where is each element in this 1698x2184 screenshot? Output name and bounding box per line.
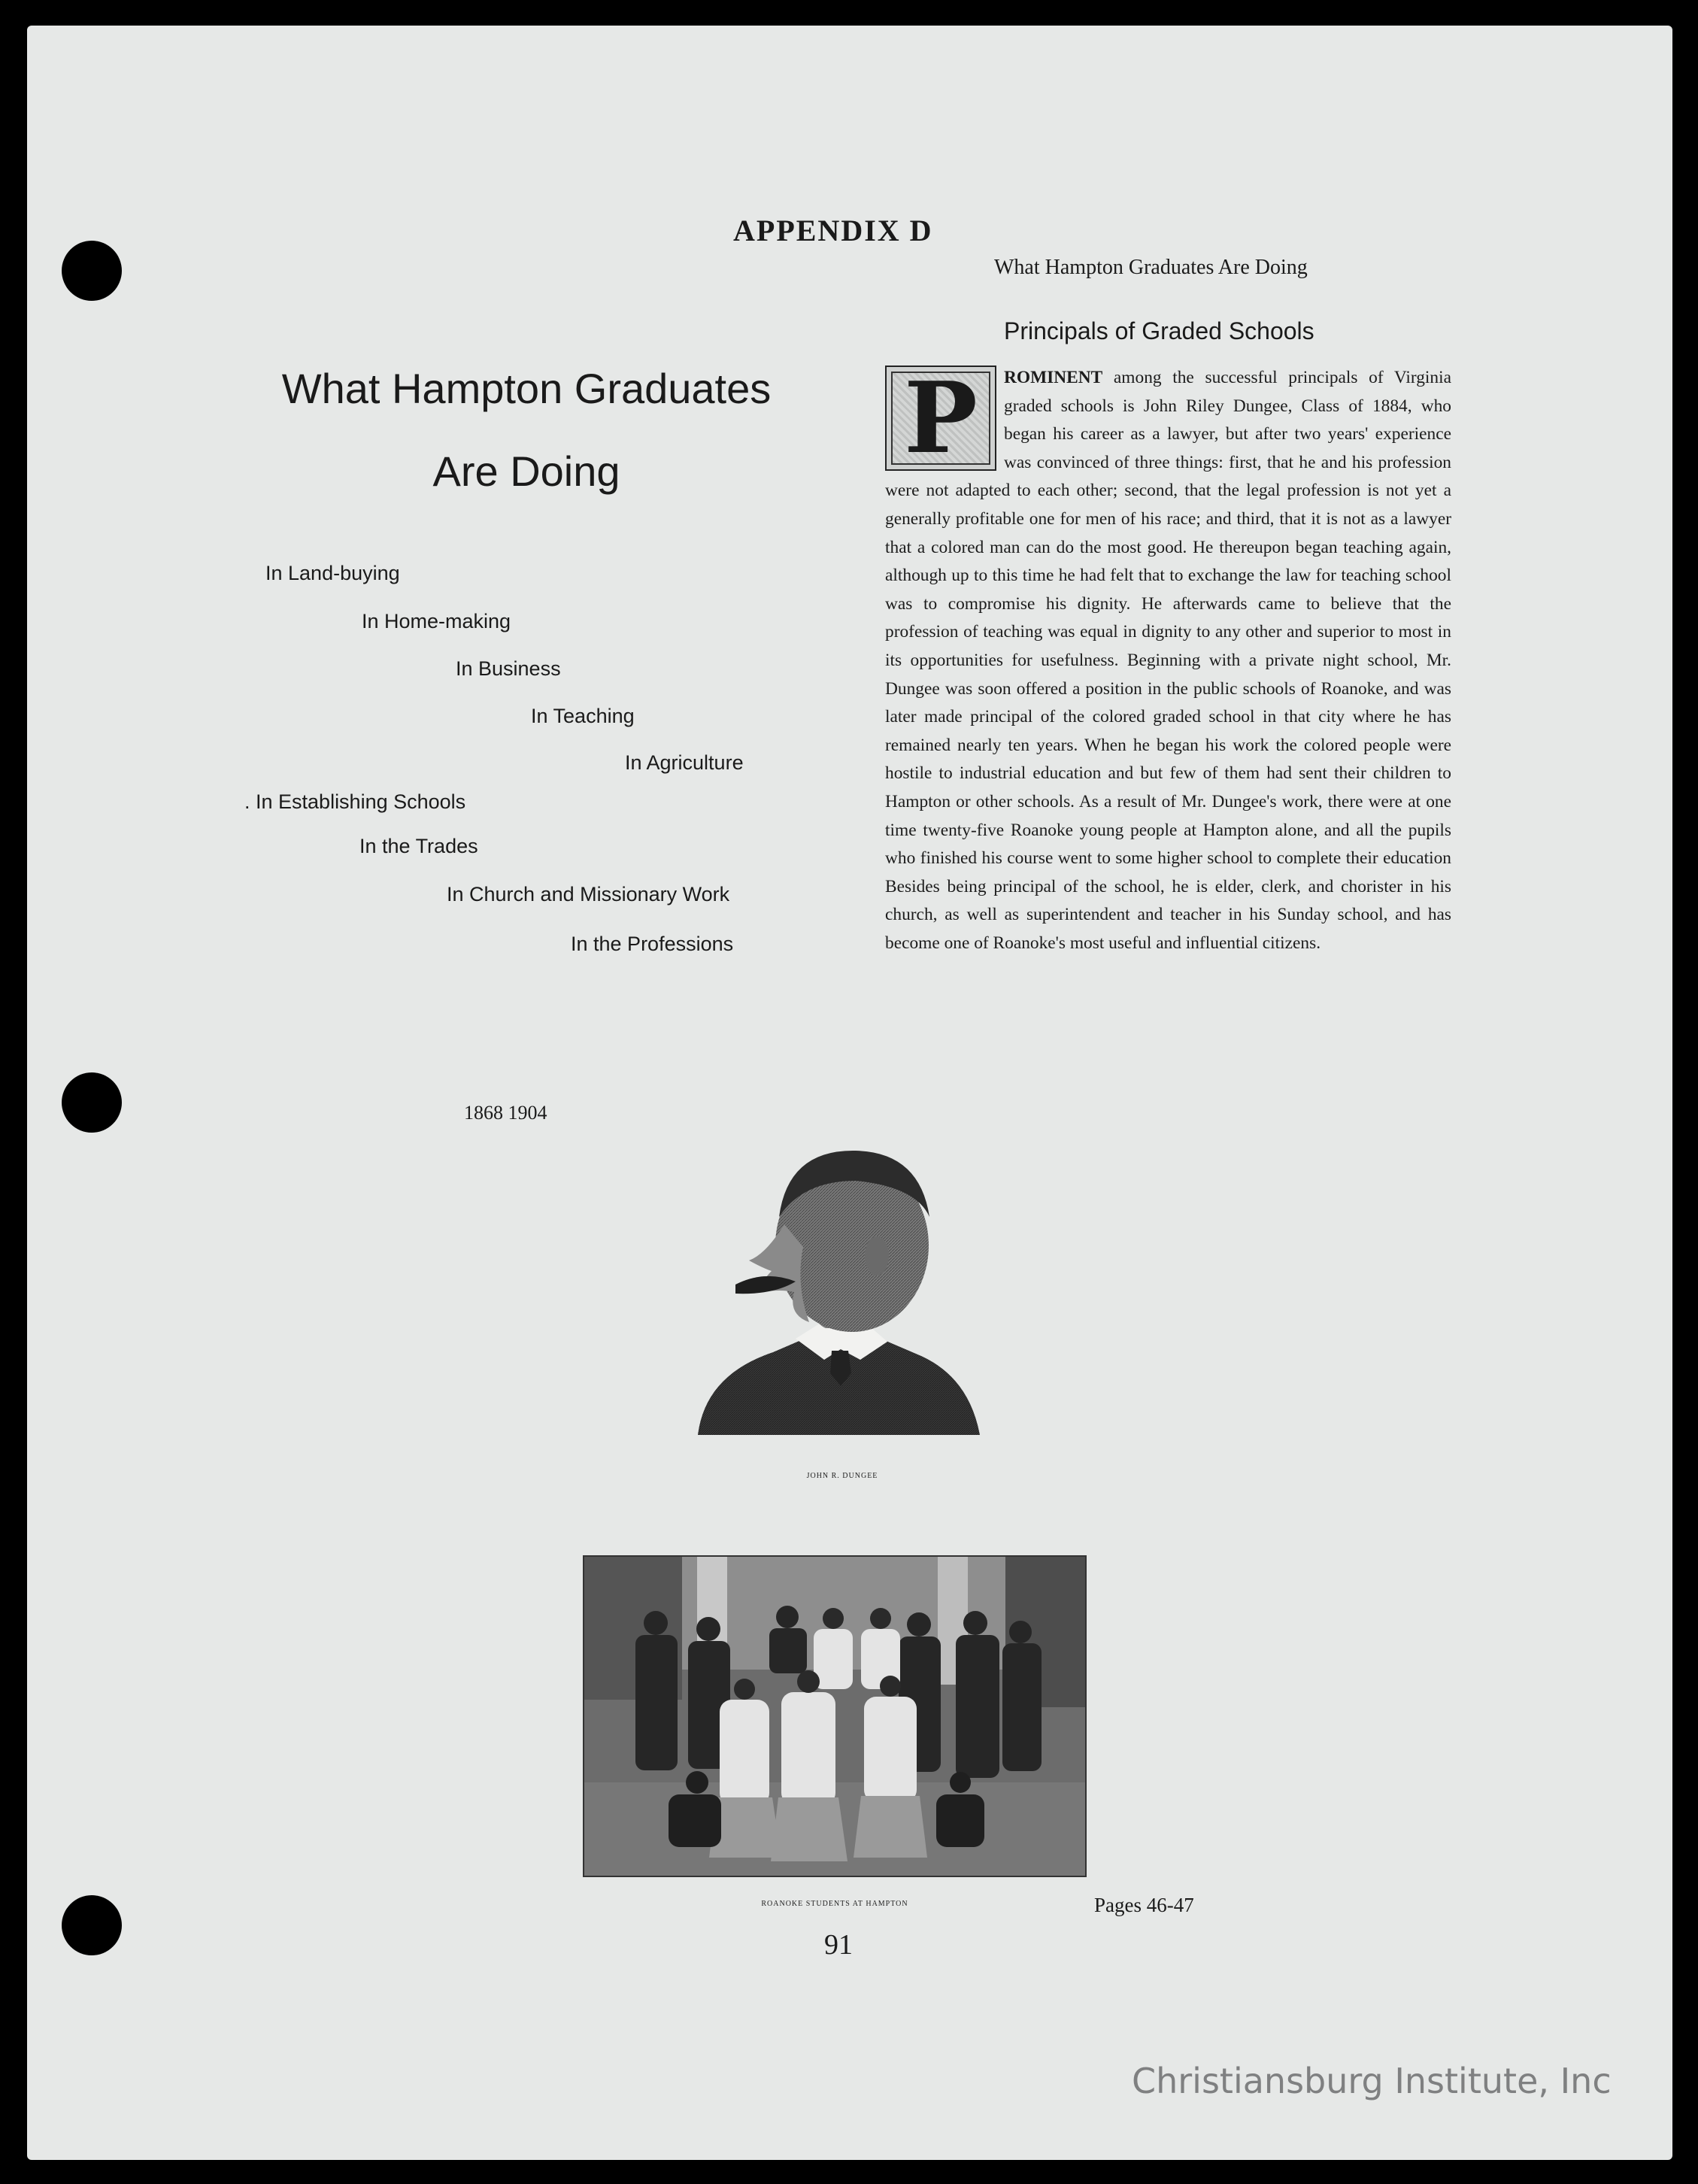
article-text: among the successful principals of Virginia graded schools is John Riley Dungee, Class of 1884, who began his career as a lawyer, but after two years' experience was convinced of three things: first, that he and his profession were not adapted to each other; second, that the legal profession is not yet a generally profitable one for men of his race; and third, that it is not as a lawyer that a colored man can do the most good. He thereupon began teaching again, although up to this time he had felt that to exchange the law for teaching school was to compromise his dignity. He afterwards came to believe that the profession of teaching was equal in dignity to any other and superior to most in its opportunities for usefulness. Beginning with a private night school, Mr. Dungee was soon offered a position in the public schools of Roanoke, and was later made principal of the colored graded school in that city where he has remained nearly ten years. When he began his work the colored people were hostile to industrial education and but few of them had sent their children to Hampton or other schools. As a result of Mr. Dungee's work, there were at one time twenty-five Roanoke young people at Hampton alone, and all the pupils who finished his course went to some higher school to complete their education Besides being principal of the school, he is elder, clerk, and chorister in his church, as well as superintendent and teacher in his Sunday school, and has become one of Roanoke's most useful and influential citizens. [885, 368, 1451, 953]
list-item: In the Trades [359, 835, 478, 857]
list-item: In Home-making [362, 610, 511, 632]
group-photo [583, 1555, 1087, 1877]
list-item: In the Professions [571, 933, 734, 955]
list-item: In Church and Missionary Work [447, 883, 730, 905]
list-item: In Business [456, 657, 561, 680]
drop-cap [885, 360, 996, 475]
article-lead-word: ROMINENT [1004, 368, 1103, 387]
article-body [885, 360, 1451, 957]
watermark: Christiansburg Institute, Inc [1132, 2061, 1612, 2101]
binder-hole-middle [62, 1072, 122, 1133]
list-item: In Agriculture [625, 751, 744, 774]
running-subtitle: What Hampton Graduates Are Doing [994, 256, 1308, 279]
main-heading-line-2: Are Doing [432, 447, 620, 495]
portrait-image [690, 1134, 984, 1442]
appendix-title: APPENDIX D [733, 214, 933, 247]
main-heading [226, 347, 827, 513]
portrait-caption: JOHN R. DUNGEE [806, 1472, 878, 1480]
page-number: 91 [824, 1929, 853, 1961]
group-photo-image [584, 1557, 1087, 1877]
list-item: . In Establishing Schools [244, 790, 466, 813]
group-photo-caption: ROANOKE STUDENTS AT HAMPTON [761, 1900, 908, 1908]
list-item: In Teaching [531, 705, 635, 727]
drop-cap-letter: P [904, 360, 978, 475]
pages-reference: Pages 46-47 [1094, 1894, 1194, 1916]
section-heading: Principals of Graded Schools [1004, 317, 1314, 344]
binder-hole-top [62, 241, 122, 301]
binder-hole-bottom [62, 1895, 122, 1955]
list-item: In Land-buying [265, 562, 400, 584]
date-range: 1868 1904 [464, 1102, 547, 1124]
main-heading-line-1: What Hampton Graduates [281, 365, 772, 412]
